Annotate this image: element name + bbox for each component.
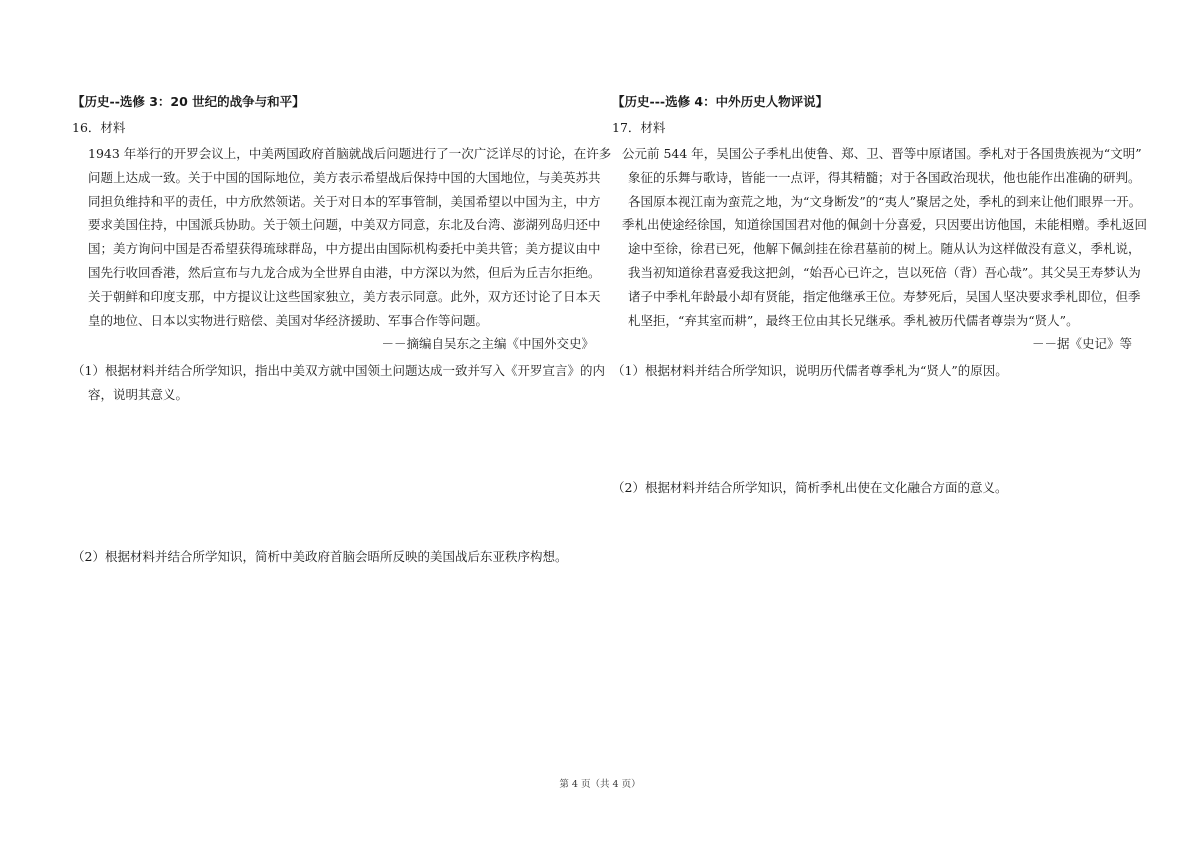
material-17-line: 季札出使途经徐国，知道徐国国君对他的佩剑十分喜爱，只因要出访他国，未能相赠。季札返回 (622, 217, 1148, 233)
section-heading-elective-4: 【历史---选修 4：中外历史人物评说】 (612, 94, 829, 109)
material-16-line: 1943 年举行的开罗会议上，中美两国政府首脑就战后问题进行了一次广泛详尽的讨论，在许多 (88, 146, 612, 161)
material-16-line: 关于朝鲜和印度支那，中方提议让这些国家独立，美方表示同意。此外，双方还讨论了日本天 (88, 288, 601, 304)
material-17-text (612, 142, 1148, 332)
left-column (72, 92, 612, 569)
material-16-text (72, 142, 612, 332)
question-17-part-1: （1）根据材料并结合所学知识，说明历代儒者尊季札为“贤人”的原因。 (612, 363, 1008, 379)
question-16-part-1-line: （1）根据材料并结合所学知识，指出中美双方就中国领土问题达成一致并写入《开罗宣言》的内 (72, 363, 605, 379)
material-16-source: －－摘编自吴东之主编《中国外交史》 (381, 336, 594, 352)
material-17-line: 象征的乐舞与歌诗，皆能一一点评，得其精髓；对于各国政治现状，他也能作出准确的研判。 (628, 169, 1141, 185)
question-17-number: 17．材料 (612, 120, 666, 135)
material-17-line: 公元前 544 年，吴国公子季札出使鲁、郑、卫、晋等中原诸国。季札对于各国贵族视为“文明” (622, 146, 1142, 161)
material-17-line: 各国原本视江南为蛮荒之地，为“文身断发”的“夷人”聚居之处，季札的到来让他们眼界一开。 (628, 193, 1142, 209)
material-16-line: 国；美方询问中国是否希望获得琉球群岛，中方提出由国际机构委托中美共管；美方提议由中 (88, 241, 601, 257)
material-17-line: 我当初知道徐君喜爱我这把剑，“始吾心已许之，岂以死倍（背）吾心哉”。其父吴王寿梦认为 (628, 264, 1141, 280)
section-heading-elective-3: 【历史--选修 3：20 世纪的战争与和平】 (72, 94, 305, 109)
material-17-line: 诸子中季札年龄最小却有贤能，指定他继承王位。寿梦死后，吴国人坚决要求季札即位，但季 (628, 288, 1141, 304)
right-column (612, 92, 1148, 500)
material-16-line: 皇的地位、日本以实物进行赔偿、美国对华经济援助、军事合作等问题。 (88, 312, 489, 328)
question-16-part-1-line: 容，说明其意义。 (88, 387, 189, 403)
question-16-number: 16．材料 (72, 120, 126, 135)
material-17-line: 途中至徐，徐君已死，他解下佩剑挂在徐君墓前的树上。随从认为这样做没有意义，季札说， (628, 241, 1141, 257)
page-footer: 第 4 页（共 4 页） (559, 779, 641, 790)
material-16-line: 同担负维持和平的责任，中方欣然领诺。关于对日本的军事管制，美国希望以中国为主，中方 (88, 193, 601, 209)
material-17-source: －－据《史记》等 (1031, 336, 1132, 352)
question-17-part-2: （2）根据材料并结合所学知识，简析季札出使在文化融合方面的意义。 (612, 480, 1008, 496)
material-16-line: 国先行收回香港，然后宣布与九龙合成为全世界自由港，中方深以为然，但后为丘吉尔拒绝。 (88, 264, 601, 280)
material-16-line: 要求美国住持，中国派兵协助。关于领土问题，中美双方同意，东北及台湾、澎湖列岛归还中 (88, 217, 601, 233)
material-17-line: 札坚拒，“弃其室而耕”，最终王位由其长兄继承。季札被历代儒者尊崇为“贤人”。 (628, 312, 1079, 328)
question-16-part-2: （2）根据材料并结合所学知识，简析中美政府首脑会晤所反映的美国战后东亚秩序构想。 (72, 549, 568, 565)
question-16-part-1 (72, 359, 605, 407)
material-16-line: 问题上达成一致。关于中国的国际地位，美方表示希望战后保持中国的大国地位，与美英苏共 (88, 169, 601, 185)
